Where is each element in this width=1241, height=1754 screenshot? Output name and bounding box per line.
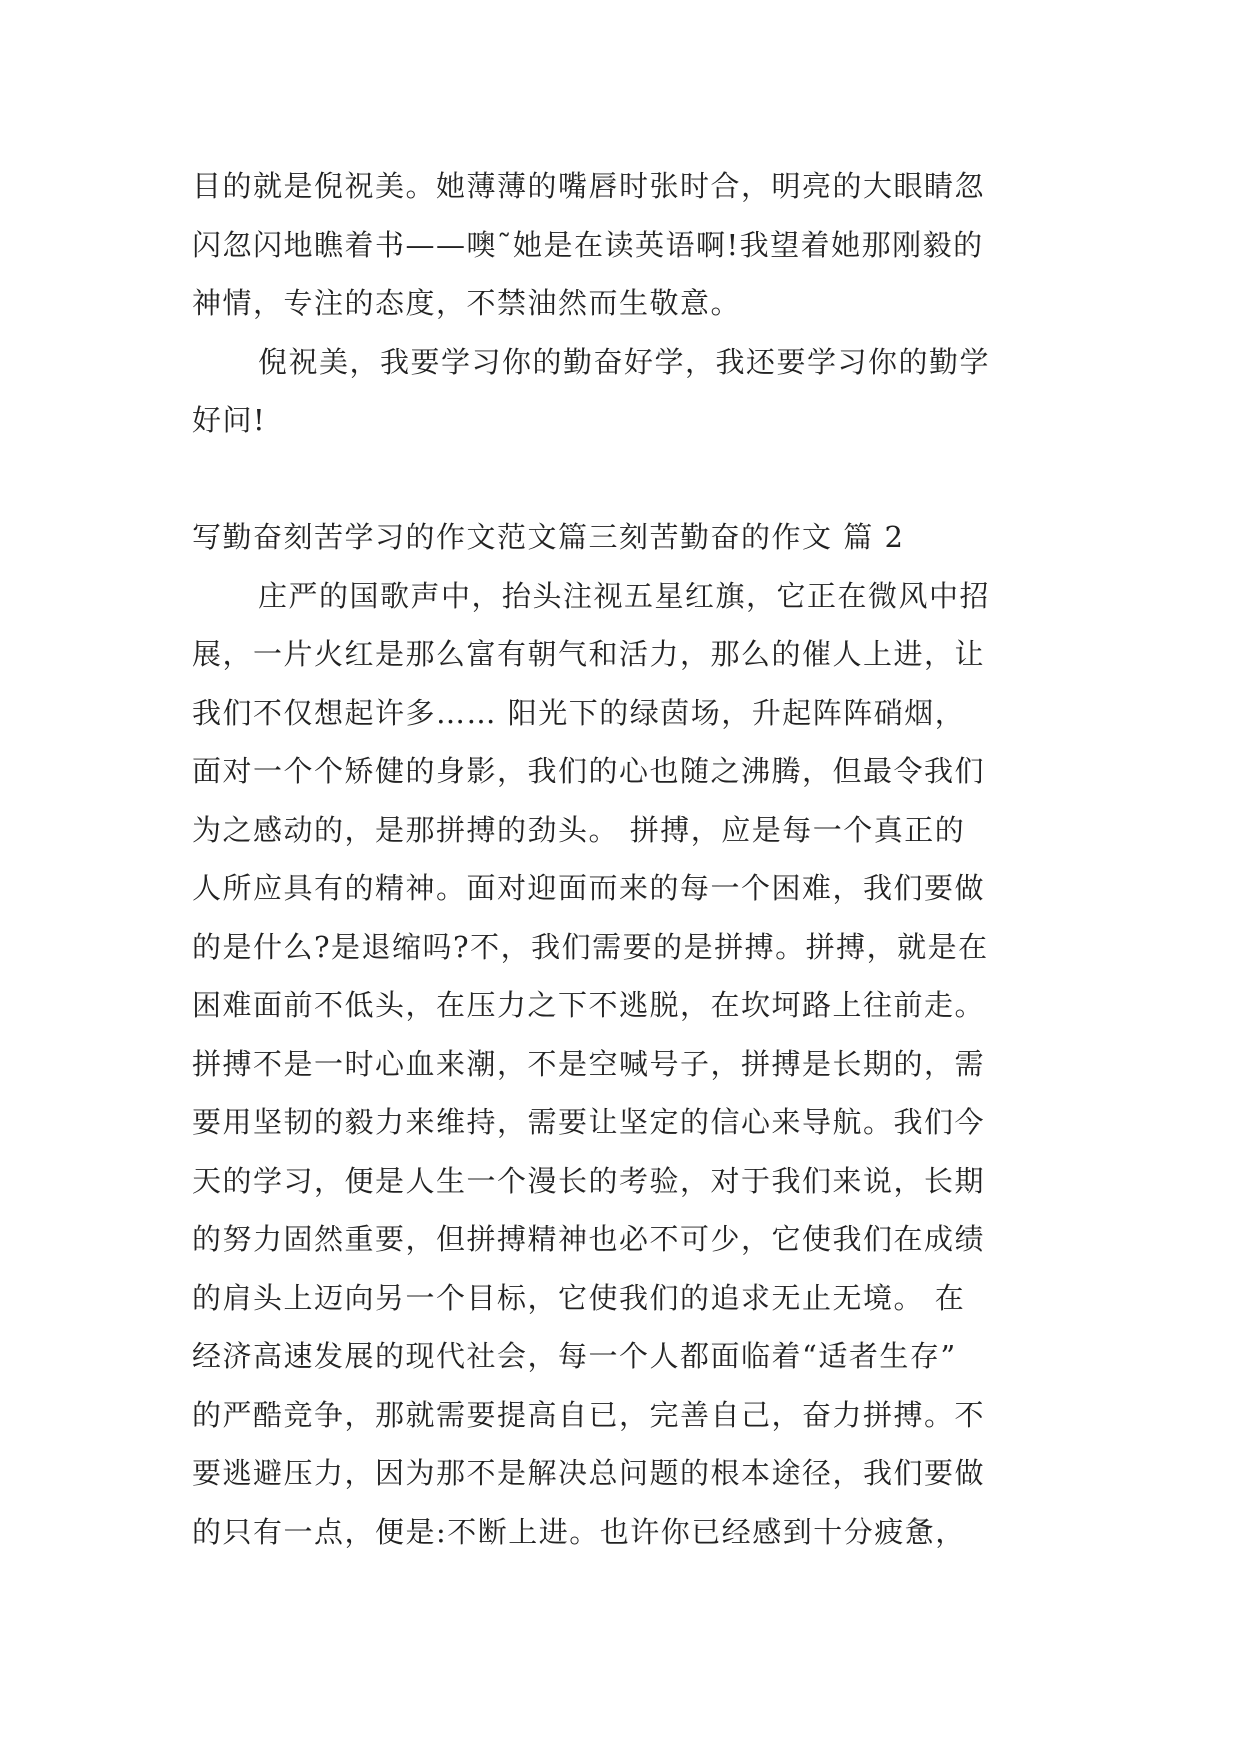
paragraph-line: 困难面前不低头，在压力之下不逃脱，在坎坷路上往前走。 (192, 988, 986, 1022)
paragraph-line: 为之感动的，是那拼搏的劲头。 拼搏，应是每一个真正的 (192, 812, 966, 847)
paragraph-line: 的努力固然重要，但拼搏精神也必不可少，它使我们在成绩 (192, 1222, 986, 1256)
paragraph-line: 我们不仅想起许多…… 阳光下的绿茵场，升起阵阵硝烟， (192, 695, 966, 730)
paragraph-line: 好问! (192, 403, 267, 437)
paragraph-line: 的肩头上迈向另一个目标，它使我们的追求无止无境。 在 (192, 1280, 966, 1315)
blank-line (192, 450, 1052, 509)
paragraph-line: 庄严的国歌声中，抬头注视五星红旗，它正在微风中招 (258, 578, 991, 613)
paragraph-line: 的是什么?是退缩吗?不，我们需要的是拼搏。拼搏，就是在 (192, 929, 989, 964)
paragraph-line: 神情，专注的态度，不禁油然而生敬意。 (192, 286, 742, 320)
section-heading: 写勤奋刻苦学习的作文范文篇三刻苦勤奋的作文 篇 2 (192, 520, 905, 554)
paragraph-line: 目的就是倪祝美。她薄薄的嘴唇时张时合，明亮的大眼睛忽 (192, 169, 986, 203)
paragraph-line: 的严酷竞争，那就需要提高自已，完善自己，奋力拼搏。不 (192, 1397, 986, 1432)
paragraph-line: 的只有一点，便是:不断上进。也许你已经感到十分疲惫， (192, 1514, 966, 1549)
paragraph-line: 拼搏不是一时心血来潮，不是空喊号子，拼搏是长期的，需 (192, 1046, 986, 1081)
paragraph-line: 经济高速发展的现代社会，每一个人都面临着“适者生存” (192, 1339, 957, 1373)
paragraph-line: 面对一个个矫健的身影，我们的心也随之沸腾，但最令我们 (192, 754, 986, 788)
paragraph-line: 闪忽闪地瞧着书——噢˜她是在读英语啊!我望着她那刚毅的 (192, 227, 984, 262)
paragraph-line: 人所应具有的精神。面对迎面而来的每一个困难，我们要做 (192, 871, 986, 905)
paragraph-line: 展，一片火红是那么富有朝气和活力，那么的催人上进，让 (192, 637, 986, 671)
paragraph-line: 要用坚韧的毅力来维持，需要让坚定的信心来导航。我们今 (192, 1105, 986, 1139)
paragraph-line: 天的学习，便是人生一个漫长的考验，对于我们来说，长期 (192, 1163, 986, 1198)
paragraph-line: 倪祝美，我要学习你的勤奋好学，我还要学习你的勤学 (258, 344, 991, 379)
document-body (192, 157, 1052, 1561)
paragraph-line: 要逃避压力，因为那不是解决总问题的根本途径，我们要做 (192, 1456, 986, 1490)
